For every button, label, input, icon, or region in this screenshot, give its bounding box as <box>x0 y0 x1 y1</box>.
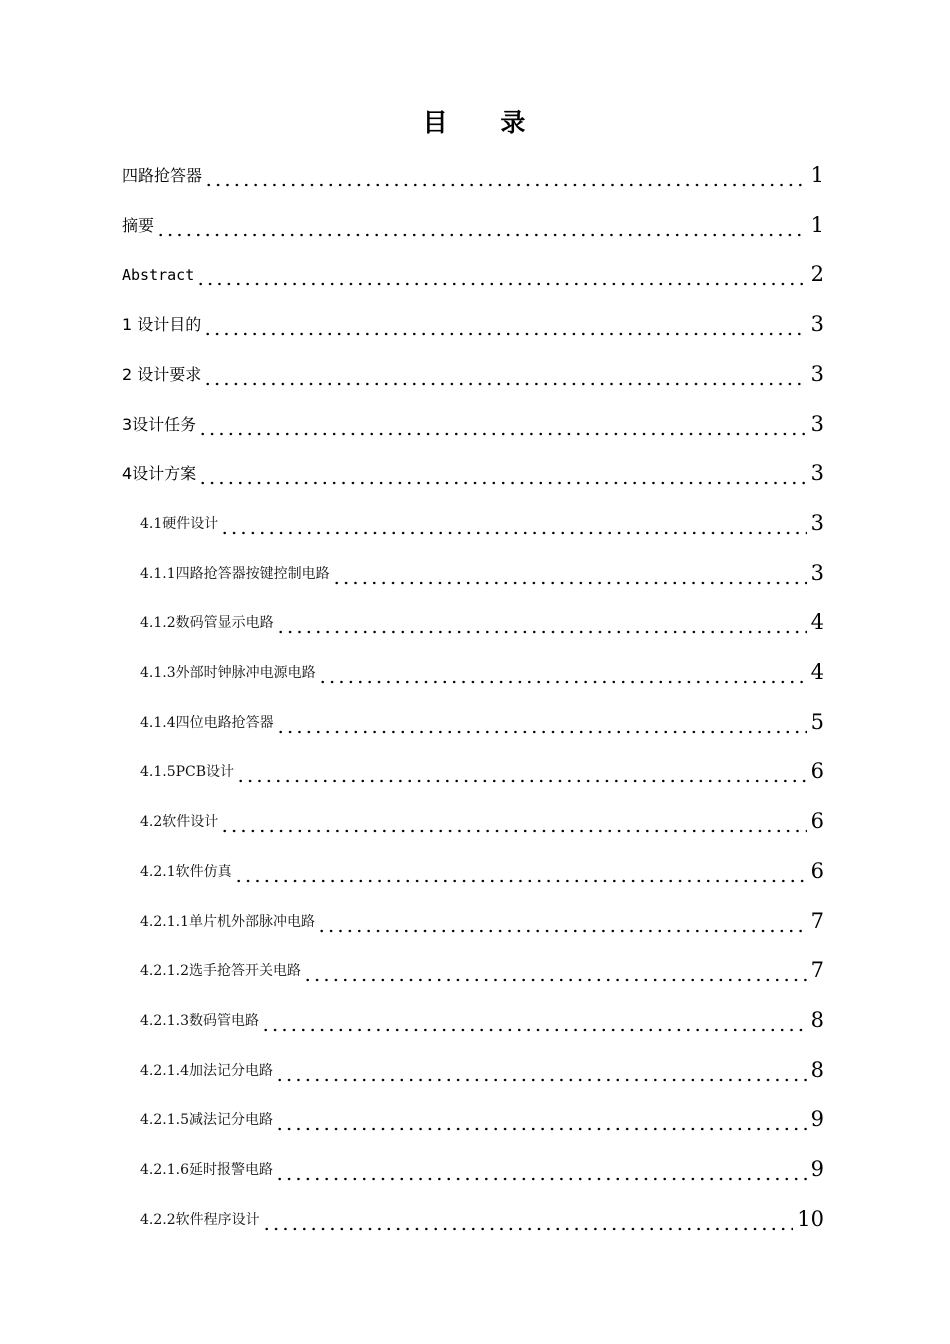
toc-entry-page-number: 4 <box>810 610 824 634</box>
toc-leader-dots <box>198 415 806 437</box>
toc-entry-page-number: 3 <box>810 511 824 535</box>
toc-entry-page-number: 8 <box>810 1008 824 1032</box>
toc-leader-dots <box>204 166 807 188</box>
toc-entry[interactable] <box>140 804 824 834</box>
toc-leader-dots <box>332 564 807 586</box>
toc-entry-label: 3设计任务 <box>122 415 197 434</box>
toc-entry-label: 4.1.2数码管显示电路 <box>140 615 274 631</box>
toc-entry-page-number: 5 <box>810 710 824 734</box>
toc-entry[interactable] <box>140 705 824 735</box>
toc-leader-dots <box>276 713 807 735</box>
toc-entry-label: 4.2.1软件仿真 <box>140 864 232 880</box>
toc-leader-dots <box>203 315 806 337</box>
toc-entry-page-number: 3 <box>810 312 824 336</box>
toc-entry[interactable] <box>140 953 824 983</box>
toc-leader-dots <box>262 1210 794 1232</box>
toc-leader-dots <box>317 912 807 934</box>
toc-entry-label: 4.2.2软件程序设计 <box>140 1212 260 1228</box>
toc-entry[interactable] <box>140 605 824 635</box>
toc-entry[interactable] <box>122 257 824 287</box>
toc-entry[interactable] <box>140 904 824 934</box>
toc-leader-dots <box>234 862 807 884</box>
toc-leader-dots <box>261 1011 807 1033</box>
toc-leader-dots <box>156 216 807 238</box>
toc-entry-label: 四路抢答器 <box>122 166 203 185</box>
toc-entry-page-number: 9 <box>810 1157 824 1181</box>
toc-entry-label: 摘要 <box>122 216 155 235</box>
toc-entry-page-number: 1 <box>810 213 824 237</box>
toc-entry[interactable] <box>122 456 824 486</box>
toc-entry-page-number: 8 <box>810 1058 824 1082</box>
toc-entry-page-number: 7 <box>810 909 824 933</box>
toc-entry[interactable] <box>122 307 824 337</box>
toc-entry-page-number: 3 <box>810 412 824 436</box>
toc-entry-page-number: 3 <box>810 461 824 485</box>
toc-entry-label: 2 设计要求 <box>122 365 202 384</box>
toc-entry-label: 4.2.1.2选手抢答开关电路 <box>140 963 301 979</box>
toc-entry-page-number: 9 <box>810 1107 824 1131</box>
toc-entry[interactable] <box>140 1102 824 1132</box>
toc-leader-dots <box>198 464 806 486</box>
toc-entry[interactable] <box>140 506 824 536</box>
toc-entry-label: 4.1硬件设计 <box>140 516 219 532</box>
toc-entry-label: 4设计方案 <box>122 464 197 483</box>
toc-leader-dots <box>275 1160 807 1182</box>
toc-entry-label: 4.2.1.4加法记分电路 <box>140 1063 273 1079</box>
toc-leader-dots <box>203 365 806 387</box>
toc-entry[interactable] <box>122 158 824 188</box>
toc-leader-dots <box>318 663 807 685</box>
toc-entry[interactable] <box>140 655 824 685</box>
toc-entry[interactable] <box>140 754 824 784</box>
toc-entry-label: 4.2.1.3数码管电路 <box>140 1013 259 1029</box>
toc-entry-page-number: 6 <box>810 759 824 783</box>
toc-entry[interactable] <box>140 1152 824 1182</box>
toc-entry-label: 4.2.1.5减法记分电路 <box>140 1112 273 1128</box>
toc-entry[interactable] <box>140 1003 824 1033</box>
toc-entry-page-number: 3 <box>810 561 824 585</box>
toc-leader-dots <box>236 762 807 784</box>
toc-entry-label: 4.2.1.1单片机外部脉冲电路 <box>140 914 315 930</box>
toc-entry-page-number: 2 <box>810 262 824 286</box>
toc-leader-dots <box>275 1110 807 1132</box>
toc-entry-label: 4.1.3外部时钟脉冲电源电路 <box>140 665 316 681</box>
toc-entry[interactable] <box>140 556 824 586</box>
toc-leader-dots <box>275 1061 807 1083</box>
toc-leader-dots <box>276 613 807 635</box>
toc-entry[interactable] <box>122 208 824 238</box>
toc-entry[interactable] <box>122 357 824 387</box>
toc-entry-page-number: 7 <box>810 958 824 982</box>
toc-entry-page-number: 1 <box>810 163 824 187</box>
toc-entry-page-number: 6 <box>810 859 824 883</box>
toc-leader-dots <box>220 812 806 834</box>
toc-entry-label: 4.1.1四路抢答器按键控制电路 <box>140 566 330 582</box>
toc-entry-label: 4.1.5PCB设计 <box>140 764 235 780</box>
toc-leader-dots <box>303 961 807 983</box>
toc-entry[interactable] <box>140 1202 824 1232</box>
toc-leader-dots <box>220 514 806 536</box>
toc-entry-page-number: 6 <box>810 809 824 833</box>
toc-entry-label: 1 设计目的 <box>122 315 202 334</box>
toc-entry-page-number: 3 <box>810 362 824 386</box>
toc-entry[interactable] <box>140 1053 824 1083</box>
toc-entry-page-number: 4 <box>810 660 824 684</box>
toc-entry[interactable] <box>140 854 824 884</box>
toc-entry-label: 4.2软件设计 <box>140 814 219 830</box>
toc-leader-dots <box>196 265 806 287</box>
toc-entry[interactable] <box>122 407 824 437</box>
toc-entry-label: 4.1.4四位电路抢答器 <box>140 715 274 731</box>
toc-entry-page-number: 10 <box>797 1207 824 1231</box>
toc-entry-label: Abstract <box>122 266 195 284</box>
toc-entry-label: 4.2.1.6延时报警电路 <box>140 1162 273 1178</box>
toc-title: 目 录 <box>422 108 548 137</box>
